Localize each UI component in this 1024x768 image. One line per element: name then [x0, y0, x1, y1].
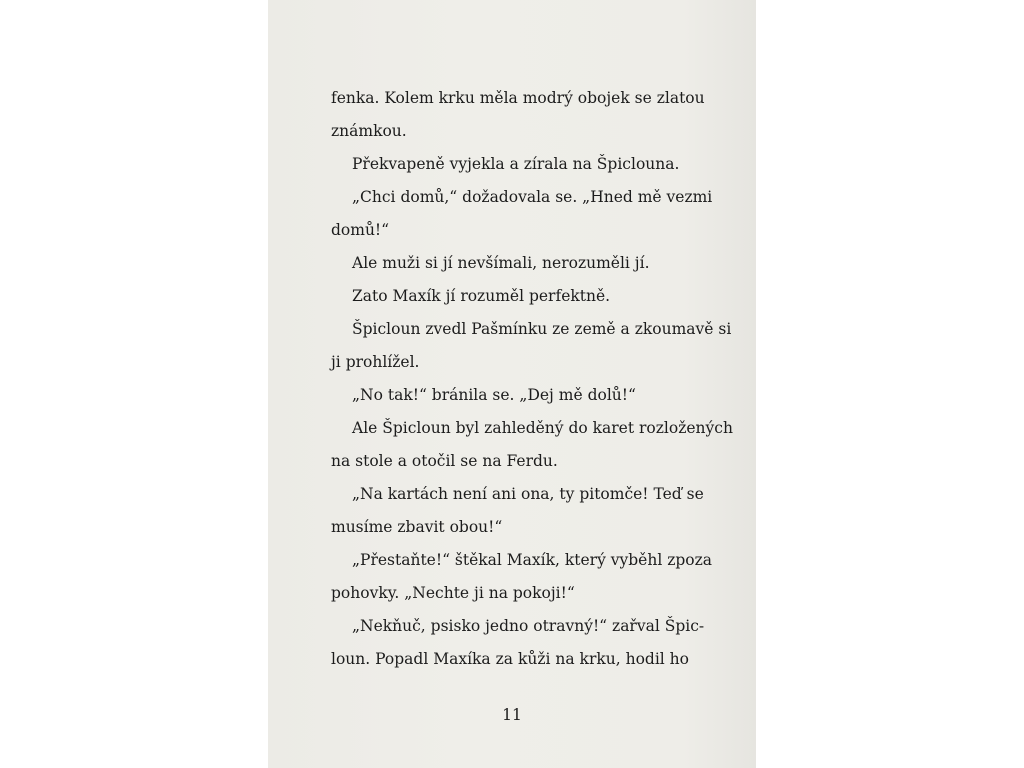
text-line-12: na stole a otočil se na Ferdu.: [331, 452, 558, 470]
text-line-11: Ale Špicloun byl zahleděný do karet rozložených: [352, 419, 733, 437]
text-line-15: „Přestaňte!“ štěkal Maxík, který vyběhl zpoza: [352, 551, 713, 569]
text-line-1: fenka. Kolem krku měla modrý obojek se zlatou: [331, 89, 705, 107]
page-text: [331, 82, 733, 676]
text-line-7: Zato Maxík jí rozuměl perfektně.: [352, 287, 611, 305]
text-line-18: loun. Popadl Maxíka za kůži na krku, hodil ho: [331, 650, 689, 668]
text-line-4: „Chci domů,“ dožadovala se. „Hned mě vezmi: [352, 188, 713, 206]
text-line-9: ji prohlížel.: [331, 353, 420, 371]
text-line-8: Špicloun zvedl Pašmínku ze země a zkoumavě si: [352, 320, 732, 338]
text-line-2: známkou.: [331, 122, 407, 140]
text-line-16: pohovky. „Nechte ji na pokoji!“: [331, 584, 575, 602]
text-line-14: musíme zbavit obou!“: [331, 518, 503, 536]
text-line-5: domů!“: [331, 221, 390, 239]
text-line-13: „Na kartách není ani ona, ty pitomče! Teď se: [352, 485, 704, 503]
text-line-3: Překvapeně vyjekla a zírala na Špiclouna.: [352, 155, 680, 173]
book-page: [268, 0, 756, 768]
page-number: 11: [502, 706, 522, 724]
text-line-10: „No tak!“ bránila se. „Dej mě dolů!“: [352, 386, 636, 404]
text-line-17: „Nekňuč, psisko jedno otravný!“ zařval Špic-: [352, 617, 705, 635]
text-line-6: Ale muži si jí nevšímali, nerozuměli jí.: [352, 254, 650, 272]
